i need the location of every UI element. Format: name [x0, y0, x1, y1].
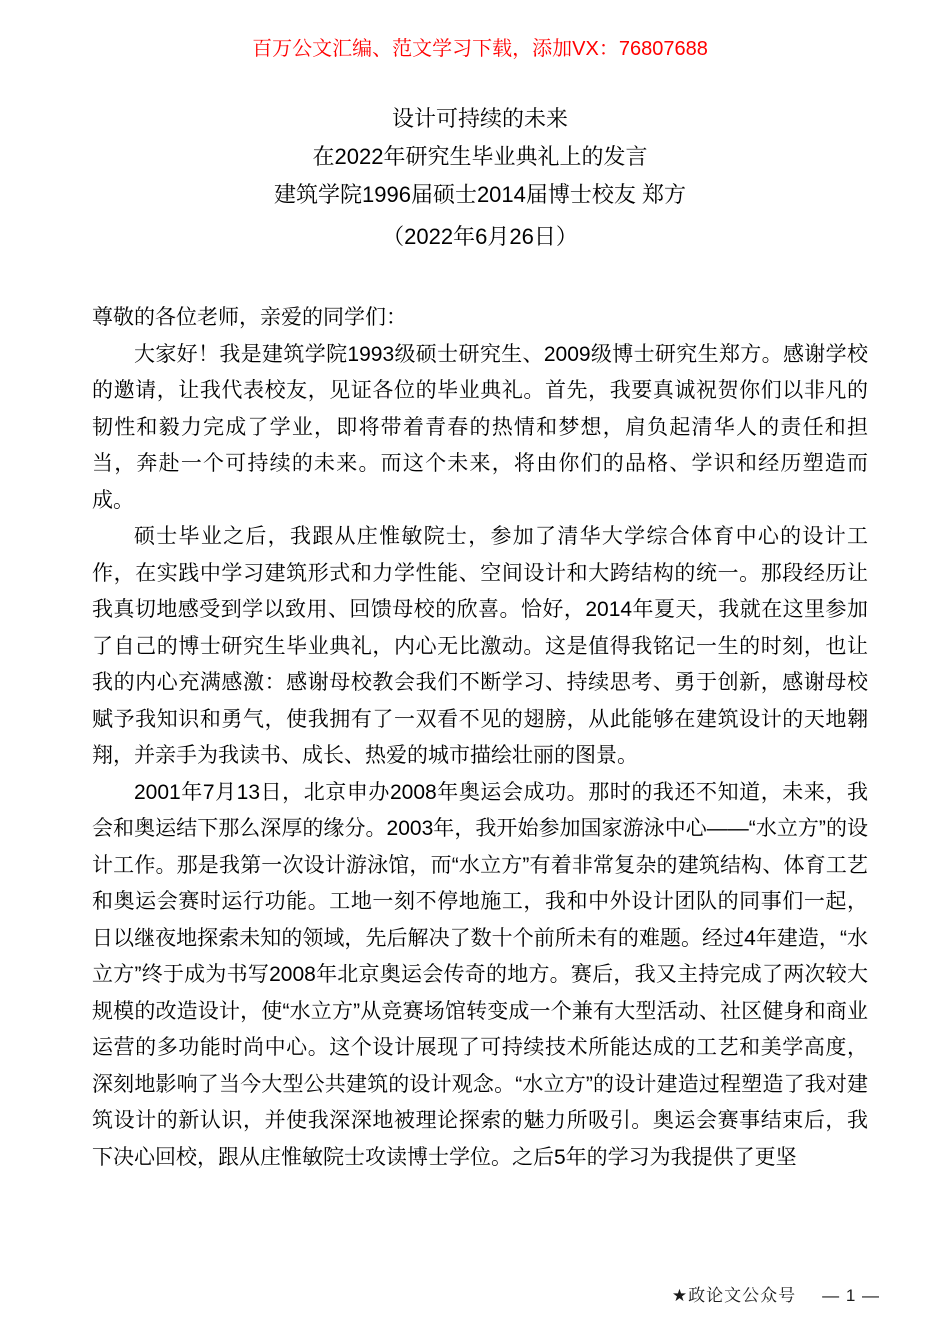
doc-title-subtitle: 在2022年研究生毕业典礼上的发言 [312, 144, 648, 169]
doc-title-main: 设计可持续的未来 [391, 106, 568, 131]
paragraph-2: 硕士毕业之后，我跟从庄惟敏院士，参加了清华大学综合体育中心的设计工作，在实践中学习建筑形式和力学性能、空间设计和大跨结构的统一。那段经历让我真切地感受到学以致用、回馈母校的欣喜。恰好，2014年夏天，我就在这里参加了自己的博士研究生毕业典礼，内心无比激动。这是值得我铭记一生的时刻，也让我的内心充满感激：感谢母校教会我们不断学习、持续思考、勇于创新，感谢母校赋予我知识和勇气，使我拥有了一双看不见的翅膀，从此能够在建筑设计的天地翱翔，并亲手为我读书、成长、热爱的城市描绘壮丽的图景。 [92, 525, 868, 767]
salutation: 尊敬的各位老师，亲爱的同学们： [92, 306, 407, 329]
doc-title-author: 建筑学院1996届硕士2014届博士校友 郑方 [274, 182, 686, 207]
header-notice: 百万公文汇编、范文学习下载，添加VX：76807688 [252, 38, 708, 60]
title-block [92, 100, 868, 256]
footer-source-label: ★政论文公众号 [671, 1286, 797, 1305]
page-footer [672, 1281, 880, 1306]
page-number: — 1 — [822, 1286, 880, 1305]
paragraph-1: 大家好！我是建筑学院1993级硕士研究生、2009级博士研究生郑方。感谢学校的邀请，让我代表校友，见证各位的毕业典礼。首先，我要真诚祝贺你们以非凡的韧性和毅力完成了学业，即将带着青春的热情和梦想，肩负起清华人的责任和担当，奔赴一个可持续的未来。而这个未来，将由你们的品格、学识和经历塑造而成。 [92, 342, 868, 512]
doc-title-date: （2022年6月26日） [382, 224, 578, 249]
paragraph-3: 2001年7月13日，北京申办2008年奥运会成功。那时的我还不知道，未来，我会和奥运结下那么深厚的缘分。2003年，我开始参加国家游泳中心——“水立方”的设计工作。那是我第一次设计游泳馆，而“水立方”有着非常复杂的建筑结构、体育工艺和奥运会赛时运行功能。工地一刻不停地施工，我和中外设计团队的同事们一起，日以继夜地探索未知的领域，先后解决了数十个前所未有的难题。经过4年建造，“水立方”终于成为书写2008年北京奥运会传奇的地方。赛后，我又主持完成了两次较大规模的改造设计，使“水立方”从竞赛场馆转变成一个兼有大型活动、社区健身和商业运营的多功能时尚中心。这个设计展现了可持续技术所能达成的工艺和美学高度，深刻地影响了当今大型公共建筑的设计观念。“水立方”的设计建造过程塑造了我对建筑设计的新认识，并使我深深地被理论探索的魅力所吸引。奥运会赛事结束后，我下决心回校，跟从庄惟敏院士攻读博士学位。之后5年的学习为我提供了更坚 [92, 780, 868, 1169]
document-body [92, 300, 868, 1176]
